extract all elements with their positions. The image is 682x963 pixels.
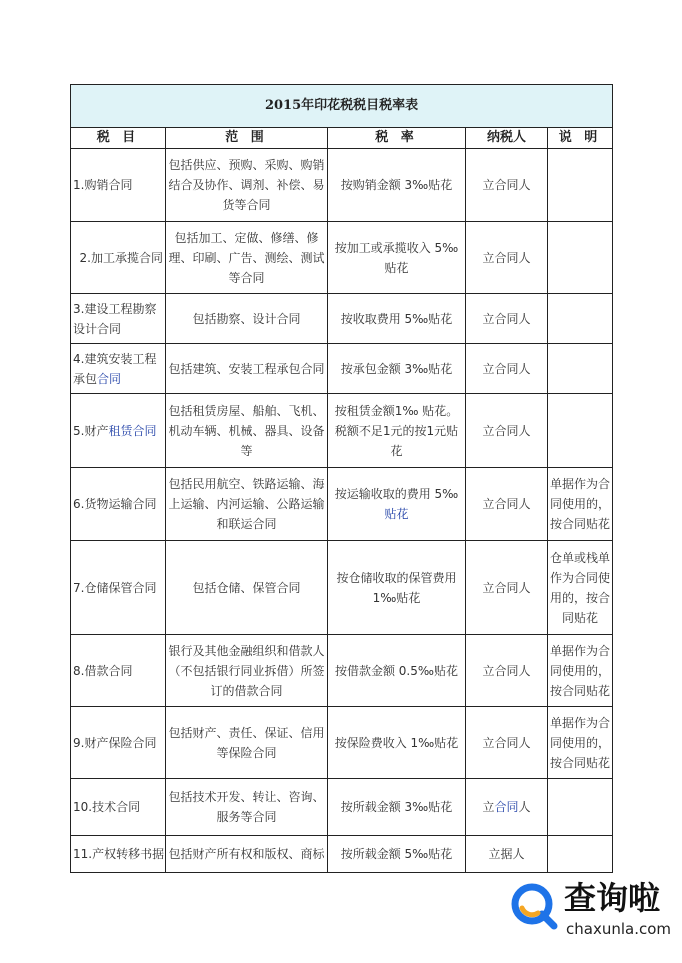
cell-scope: 银行及其他金融组织和借款人（不包括银行同业拆借）所签订的借款合同 <box>166 635 328 707</box>
cell-note <box>548 344 613 394</box>
cell-item: 6.货物运输合同 <box>71 468 166 541</box>
cell-note <box>548 149 613 222</box>
cell-payer: 立合同人 <box>466 394 548 468</box>
cell-note <box>548 836 613 873</box>
site-domain: chaxunla.com <box>566 920 671 938</box>
table-row <box>71 222 613 294</box>
cell-rate: 按收取费用 5‰贴花 <box>328 294 466 344</box>
cell-payer: 立合同人 <box>466 635 548 707</box>
header-payer: 纳税人 <box>466 128 548 149</box>
cell-scope: 包括仓储、保管合同 <box>166 541 328 635</box>
cell-item: 1.购销合同 <box>71 149 166 222</box>
cell-payer <box>466 779 548 836</box>
cell-payer: 立合同人 <box>466 707 548 779</box>
cell-note: 仓单或栈单作为合同使用的，按合同贴花 <box>548 541 613 635</box>
table-row <box>71 344 613 394</box>
table-row <box>71 468 613 541</box>
cell-scope: 包括财产所有权和版权、商标 <box>166 836 328 873</box>
table-row <box>71 294 613 344</box>
cell-payer: 立合同人 <box>466 541 548 635</box>
cell-rate: 按保险费收入 1‰贴花 <box>328 707 466 779</box>
cell-item <box>71 394 166 468</box>
cell-scope: 包括加工、定做、修缮、修理、印刷、广告、测绘、测试等合同 <box>166 222 328 294</box>
header-row <box>71 128 613 149</box>
cell-note <box>548 294 613 344</box>
cell-note: 单据作为合同使用的，按合同贴花 <box>548 468 613 541</box>
table-row <box>71 541 613 635</box>
cell-payer-text: 立 <box>482 800 495 814</box>
cell-note: 单据作为合同使用的，按合同贴花 <box>548 635 613 707</box>
table-row <box>71 779 613 836</box>
tax-rate-table <box>70 84 613 873</box>
cell-item: 8.借款合同 <box>71 635 166 707</box>
cell-scope: 包括财产、责任、保证、信用等保险合同 <box>166 707 328 779</box>
site-name: 查询啦 <box>564 879 661 917</box>
cell-item-text: 5.财产 <box>73 423 109 438</box>
cell-note <box>548 394 613 468</box>
cell-rate: 按租赁金额1‰ 贴花。税额不足1元的按1元贴花 <box>328 394 466 468</box>
cell-item: 9.财产保险合同 <box>71 707 166 779</box>
cell-scope: 包括供应、预购、采购、购销结合及协作、调剂、补偿、易货等合同 <box>166 149 328 222</box>
cell-rate-text: 按运输收取的费用 5‰ <box>334 487 459 501</box>
cell-payer: 立合同人 <box>466 149 548 222</box>
table-row <box>71 394 613 468</box>
lease-contract-link[interactable]: 租赁合同 <box>108 423 157 438</box>
header-note: 说 明 <box>548 128 613 149</box>
table-row <box>71 149 613 222</box>
cell-rate: 按承包金额 3‰贴花 <box>328 344 466 394</box>
site-watermark-logo <box>508 878 678 948</box>
cell-rate: 按加工或承揽收入 5‰贴花 <box>328 222 466 294</box>
cell-rate: 按所载金额 5‰贴花 <box>328 836 466 873</box>
table-row <box>71 635 613 707</box>
table-row <box>71 836 613 873</box>
cell-payer-text: 人 <box>518 800 531 814</box>
cell-item: 11.产权转移书据 <box>71 836 166 873</box>
cell-rate: 按借款金额 0.5‰贴花 <box>328 635 466 707</box>
cell-note <box>548 779 613 836</box>
contract-link[interactable]: 合同 <box>97 371 122 386</box>
header-item: 税 目 <box>71 128 166 149</box>
cell-scope: 包括租赁房屋、船舶、飞机、机动车辆、机械、器具、设备等 <box>166 394 328 468</box>
cell-rate <box>328 468 466 541</box>
cell-item-text: 4.建筑安装工程承包 <box>73 351 157 386</box>
cell-item: 10.技术合同 <box>71 779 166 836</box>
table-title: 2015年印花税税目税率表 <box>71 85 613 128</box>
cell-rate: 按所载金额 3‰贴花 <box>328 779 466 836</box>
cell-item <box>71 344 166 394</box>
cell-payer: 立合同人 <box>466 344 548 394</box>
cell-payer: 立合同人 <box>466 222 548 294</box>
cell-rate: 按仓储收取的保管费用1‰贴花 <box>328 541 466 635</box>
cell-item: 3.建设工程勘察设计合同 <box>71 294 166 344</box>
table-row <box>71 707 613 779</box>
cell-scope: 包括民用航空、铁路运输、海上运输、内河运输、公路运输和联运合同 <box>166 468 328 541</box>
contract-link[interactable]: 合同 <box>494 800 519 814</box>
tax-rate-table-wrapper <box>70 84 612 873</box>
cell-item: 2.加工承揽合同 <box>71 222 166 294</box>
stamp-link[interactable]: 贴花 <box>384 507 409 521</box>
header-scope: 范 围 <box>166 128 328 149</box>
cell-note: 单据作为合同使用的，按合同贴花 <box>548 707 613 779</box>
cell-payer: 立合同人 <box>466 294 548 344</box>
search-q-icon <box>508 880 560 932</box>
cell-scope: 包括技术开发、转让、咨询、服务等合同 <box>166 779 328 836</box>
cell-note <box>548 222 613 294</box>
cell-rate: 按购销金额 3‰贴花 <box>328 149 466 222</box>
cell-payer: 立合同人 <box>466 468 548 541</box>
cell-item: 7.仓储保管合同 <box>71 541 166 635</box>
cell-scope: 包括建筑、安装工程承包合同 <box>166 344 328 394</box>
cell-payer: 立据人 <box>466 836 548 873</box>
header-rate: 税 率 <box>328 128 466 149</box>
cell-scope: 包括勘察、设计合同 <box>166 294 328 344</box>
